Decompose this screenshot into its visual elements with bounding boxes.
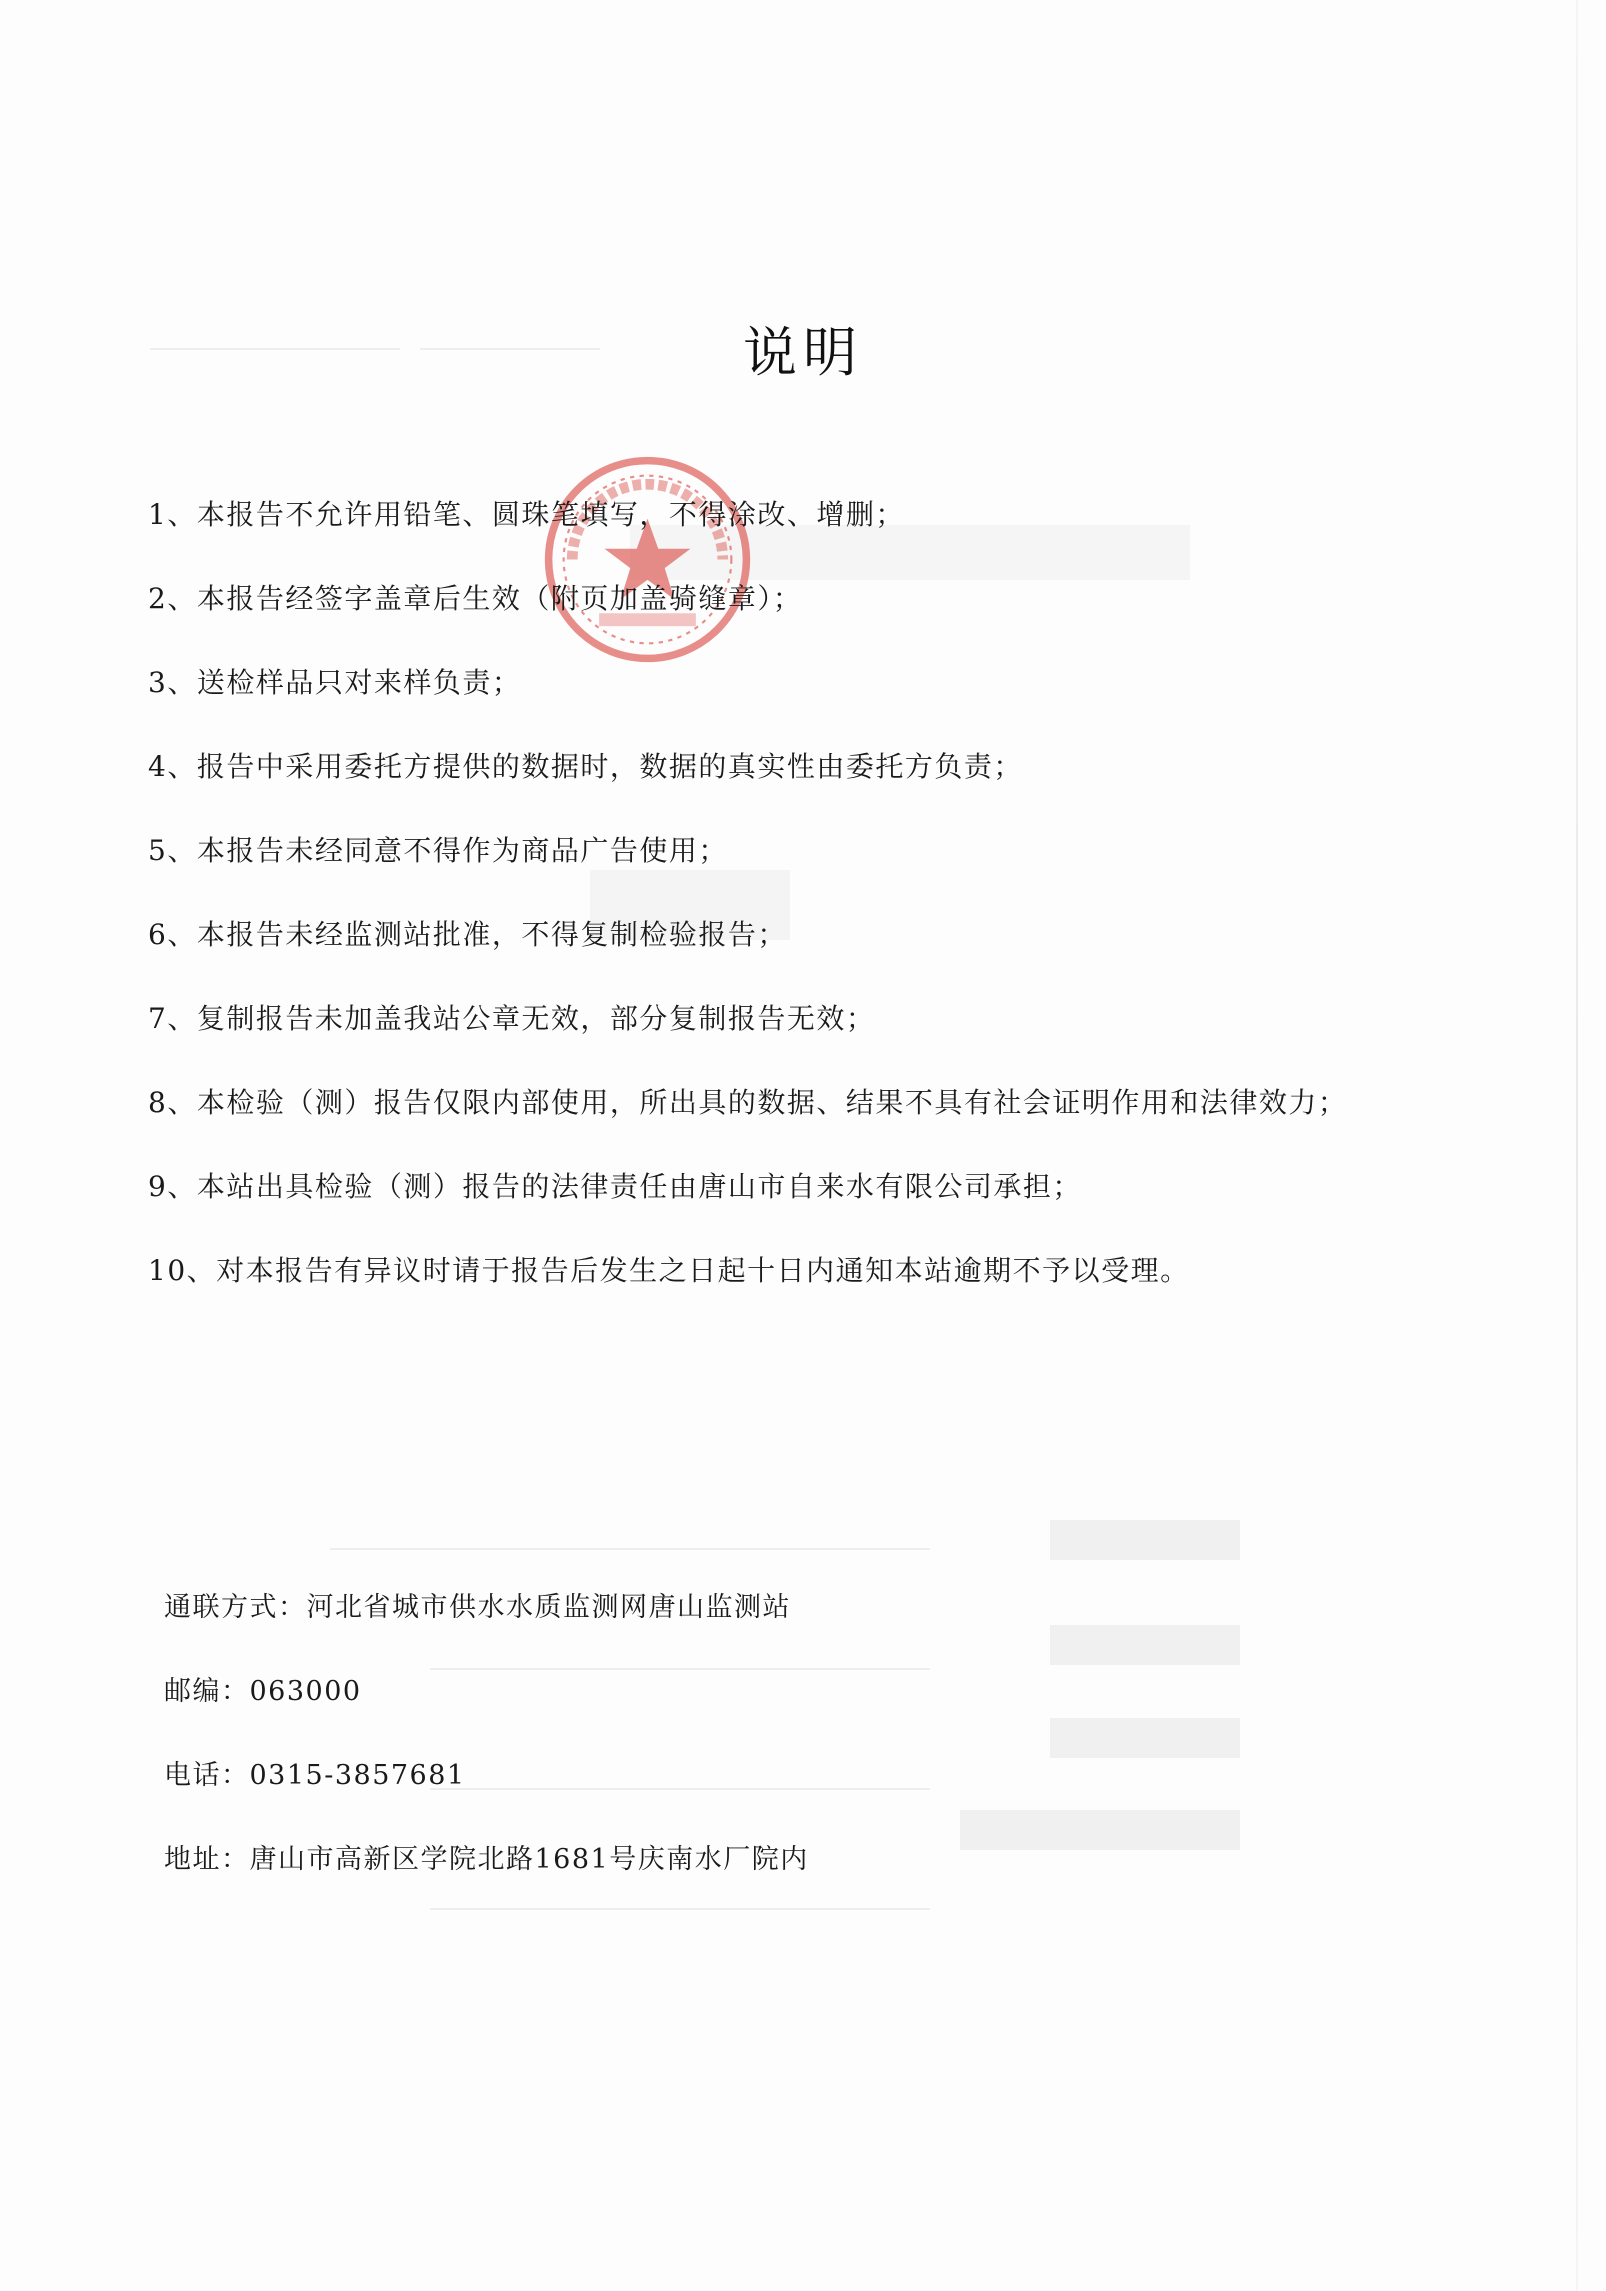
note-item: 2、本报告经签字盖章后生效（附页加盖骑缝章）；: [148, 582, 803, 615]
note-item: 9、本站出具检验（测）报告的法律责任由唐山市自来水有限公司承担；: [148, 1170, 1082, 1203]
note-item: 5、本报告未经同意不得作为商品广告使用；: [148, 834, 728, 867]
note-item: 1、本报告不允许用铅笔、圆珠笔填写，不得涂改、增删；: [148, 498, 905, 531]
note-item: 10、对本报告有异议时请于报告后发生之日起十日内通知本站逾期不予以受理。: [148, 1254, 1190, 1287]
ghost-block: [1050, 1520, 1240, 1560]
contact-postcode: 邮编：063000: [164, 1676, 362, 1707]
contact-info: [164, 1588, 1164, 1924]
note-item: 6、本报告未经监测站批准，不得复制检验报告；: [148, 918, 787, 951]
note-item: 8、本检验（测）报告仅限内部使用，所出具的数据、结果不具有社会证明作用和法律效力；: [148, 1086, 1348, 1119]
page-title: 说明: [743, 321, 863, 384]
note-item: 7、复制报告未加盖我站公章无效，部分复制报告无效；: [148, 1002, 876, 1035]
contact-address: 地址：唐山市高新区学院北路1681号庆南水厂院内: [164, 1844, 809, 1875]
contact-phone: 电话：0315-3857681: [164, 1760, 466, 1791]
note-item: 3、送检样品只对来样负责；: [148, 666, 522, 699]
note-item: 4、报告中采用委托方提供的数据时，数据的真实性由委托方负责；: [148, 750, 1023, 783]
ghost-line: [330, 1548, 930, 1550]
notes-list: [148, 495, 1448, 1335]
contact-organization: 通联方式：河北省城市供水水质监测网唐山监测站: [164, 1592, 791, 1623]
